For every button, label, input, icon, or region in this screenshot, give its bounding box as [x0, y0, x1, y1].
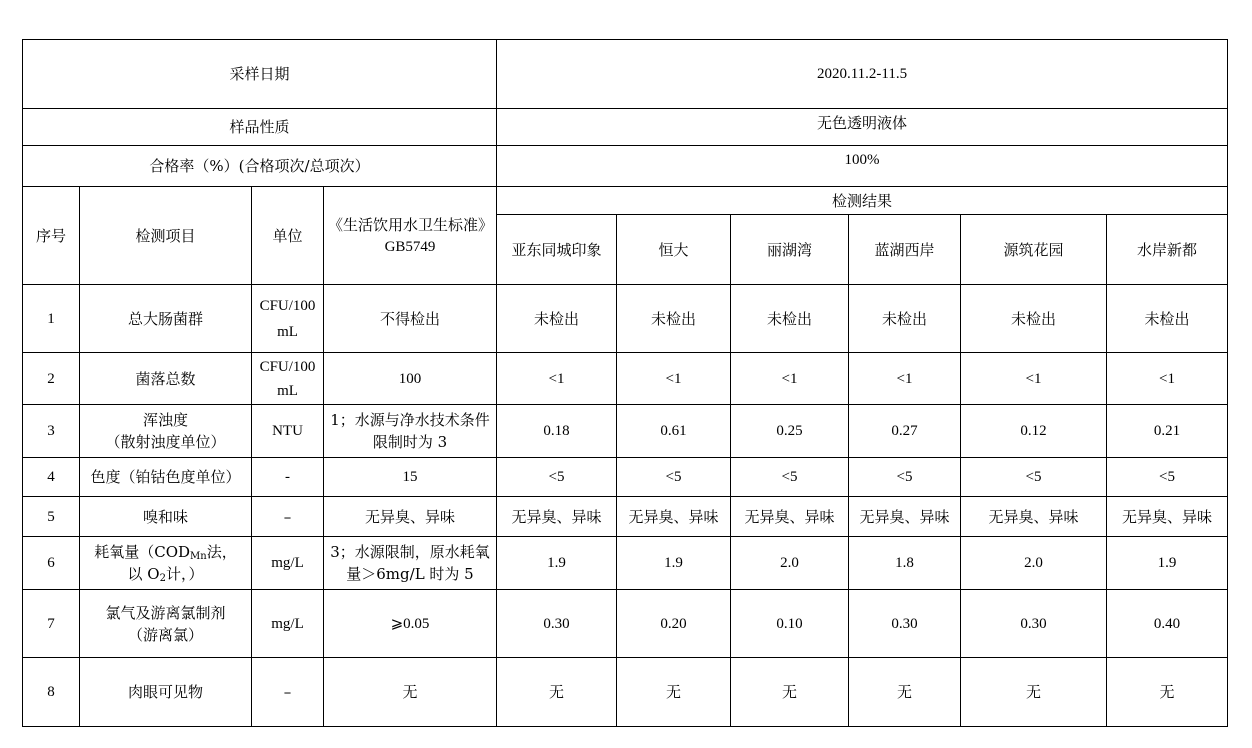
- sample-nature-row: [23, 109, 1228, 146]
- row-result: 无: [961, 658, 1107, 727]
- row-item-line1: 氯气及游离氯制剂: [105, 603, 226, 622]
- table-row: [23, 497, 1228, 537]
- row-result: 未检出: [731, 285, 849, 353]
- sample-nature-value: 无色透明液体: [497, 109, 1228, 146]
- pass-rate-row: [23, 146, 1228, 187]
- row-item: 肉眼可见物: [80, 658, 252, 727]
- row-item-line1: 浑浊度: [142, 411, 188, 429]
- site-header: 丽湖湾: [731, 215, 849, 285]
- table-row: [23, 285, 1228, 353]
- row-result: 1.9: [497, 537, 617, 590]
- table-row: [23, 405, 1228, 458]
- row-result: 0.21: [1107, 405, 1228, 458]
- row-unit: –: [252, 497, 324, 537]
- row-item: [80, 405, 252, 458]
- row-standard: 1；水源与净水技术条件限制时为 3: [324, 405, 497, 458]
- row-result: 0.20: [617, 590, 731, 658]
- row-result: 无: [497, 658, 617, 727]
- row-seq: 6: [23, 537, 80, 590]
- row-result: 0.30: [849, 590, 961, 658]
- row-standard: ⩾0.05: [324, 590, 497, 658]
- row-seq: 8: [23, 658, 80, 727]
- row-seq: 2: [23, 353, 80, 405]
- row-result: 未检出: [617, 285, 731, 353]
- row-result: 2.0: [731, 537, 849, 590]
- row-standard: 无异臭、异味: [324, 497, 497, 537]
- row-result: <5: [849, 458, 961, 497]
- row-result: 0.30: [961, 590, 1107, 658]
- row-seq: 7: [23, 590, 80, 658]
- row-result: <1: [849, 353, 961, 405]
- row-result: 1.8: [849, 537, 961, 590]
- row-result: 未检出: [1107, 285, 1228, 353]
- table-row: [23, 658, 1228, 727]
- row-result: 无异臭、异味: [731, 497, 849, 537]
- row-standard: 不得检出: [324, 285, 497, 353]
- row-result: 0.18: [497, 405, 617, 458]
- site-header: 源筑花园: [961, 215, 1107, 285]
- row-result: 无: [1107, 658, 1228, 727]
- row-item: 菌落总数: [80, 353, 252, 405]
- table-row: [23, 590, 1228, 658]
- standard-code: GB5749: [384, 238, 436, 255]
- table-row: [23, 458, 1228, 497]
- table-row: [23, 353, 1228, 405]
- water-quality-table: [22, 39, 1228, 727]
- row-standard: 无: [324, 658, 497, 727]
- row-result: 0.40: [1107, 590, 1228, 658]
- row-item: 嗅和味: [80, 497, 252, 537]
- row-result: 0.27: [849, 405, 961, 458]
- row-item: [80, 537, 252, 590]
- row-unit: mg/L: [252, 590, 324, 658]
- sampling-date-label: 采样日期: [23, 40, 497, 109]
- row-result: <5: [961, 458, 1107, 497]
- row-item: 总大肠菌群: [80, 285, 252, 353]
- col-header-seq: 序号: [23, 187, 80, 285]
- row-result: 2.0: [961, 537, 1107, 590]
- row-seq: 4: [23, 458, 80, 497]
- row-item-line2: （散射浊度单位）: [105, 433, 226, 451]
- pass-rate-label: 合格率（%）(合格项次/总项次）: [23, 146, 497, 187]
- row-result: <5: [617, 458, 731, 497]
- row-seq: 3: [23, 405, 80, 458]
- row-result: 0.12: [961, 405, 1107, 458]
- row-seq: 1: [23, 285, 80, 353]
- row-item-line2: 以 $O_2$计，）: [127, 565, 204, 584]
- row-result: 无异臭、异味: [497, 497, 617, 537]
- row-seq: 5: [23, 497, 80, 537]
- row-result: <5: [1107, 458, 1228, 497]
- col-header-results: 检测结果: [497, 187, 1228, 215]
- row-standard: 15: [324, 458, 497, 497]
- row-unit: mg/L: [252, 537, 324, 590]
- row-unit: CFU/100mL: [252, 285, 324, 353]
- row-unit: -: [252, 458, 324, 497]
- row-standard: 3；水源限制，原水耗氧量＞6mg/L 时为 5: [324, 537, 497, 590]
- site-header: 恒大: [617, 215, 731, 285]
- row-result: 未检出: [961, 285, 1107, 353]
- row-standard: 100: [324, 353, 497, 405]
- row-result: 无: [849, 658, 961, 727]
- row-item-line2: （游离氯）: [127, 625, 203, 644]
- site-header: 蓝湖西岸: [849, 215, 961, 285]
- row-result: <1: [497, 353, 617, 405]
- pass-rate-value: 100%: [497, 146, 1228, 187]
- row-result: 无异臭、异味: [1107, 497, 1228, 537]
- standard-title: 《生活饮用水卫生标准》: [328, 215, 494, 234]
- column-header-row: [23, 187, 1228, 215]
- row-result: 无异臭、异味: [849, 497, 961, 537]
- col-header-item: 检测项目: [80, 187, 252, 285]
- row-result: <1: [961, 353, 1107, 405]
- row-unit: CFU/100mL: [252, 353, 324, 405]
- row-result: <1: [617, 353, 731, 405]
- row-result: 0.30: [497, 590, 617, 658]
- sample-nature-label: 样品性质: [23, 109, 497, 146]
- site-header: 水岸新都: [1107, 215, 1228, 285]
- row-result: <5: [497, 458, 617, 497]
- col-header-standard: [324, 187, 497, 285]
- row-result: <1: [1107, 353, 1228, 405]
- sampling-date-value: 2020.11.2-11.5: [497, 40, 1228, 109]
- row-result: 无: [731, 658, 849, 727]
- row-result: 0.25: [731, 405, 849, 458]
- row-result: 未检出: [849, 285, 961, 353]
- row-result: 0.61: [617, 405, 731, 458]
- row-result: 0.10: [731, 590, 849, 658]
- row-result: <1: [731, 353, 849, 405]
- row-result: 未检出: [497, 285, 617, 353]
- sampling-date-row: [23, 40, 1228, 109]
- row-unit: –: [252, 658, 324, 727]
- table-row: [23, 537, 1228, 590]
- col-header-unit: 单位: [252, 187, 324, 285]
- row-result: 无异臭、异味: [961, 497, 1107, 537]
- row-result: 1.9: [1107, 537, 1228, 590]
- row-unit: NTU: [252, 405, 324, 458]
- row-result: 1.9: [617, 537, 731, 590]
- row-item: 色度（铂钴色度单位）: [80, 458, 252, 497]
- site-header: 亚东同城印象: [497, 215, 617, 285]
- row-result: 无: [617, 658, 731, 727]
- row-item-line1: 耗氧量（$COD_{Mn}$法，: [94, 543, 237, 562]
- row-item: [80, 590, 252, 658]
- row-result: 无异臭、异味: [617, 497, 731, 537]
- row-result: <5: [731, 458, 849, 497]
